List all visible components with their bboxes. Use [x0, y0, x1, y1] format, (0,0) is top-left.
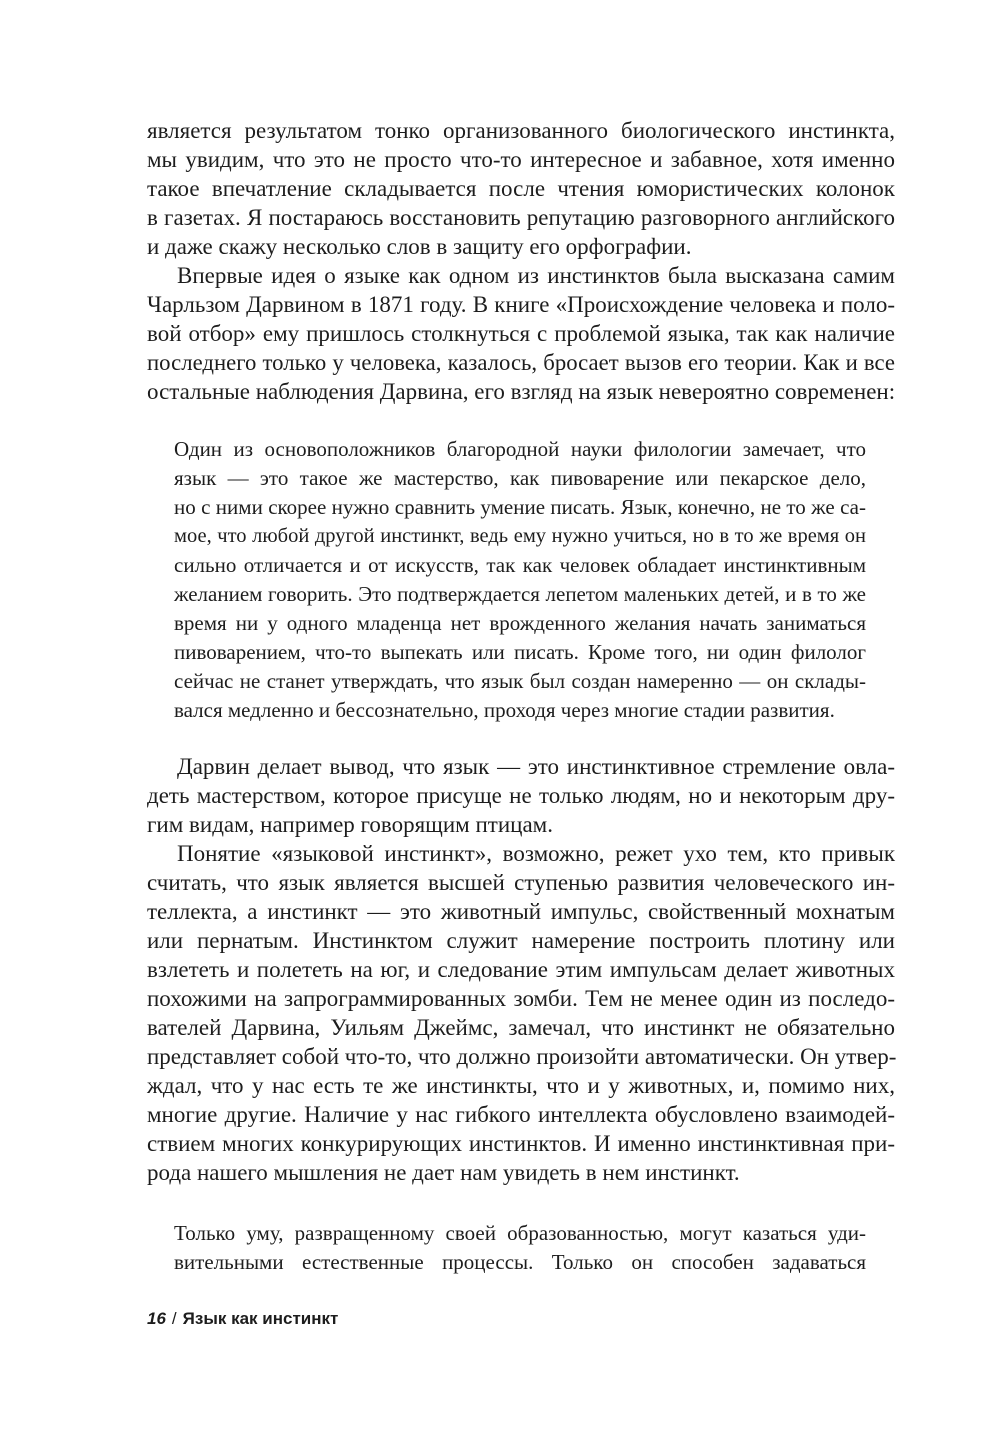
quote-line: Только уму, развращенному своей образованностью, могут казаться уди- [174, 1221, 866, 1245]
text-line: в газетах. Я постараюсь восстановить репутацию разговорного английского [147, 205, 895, 230]
text-line: такое впечатление складывается после чтения юмористических колонок [147, 176, 895, 201]
text-line: представляет собой что-то, что должно произойти автоматически. Он утвер- [147, 1044, 897, 1069]
page-body [147, 116, 895, 1277]
text-line: Понятие «языковой инстинкт», возможно, режет ухо тем, кто привык [177, 841, 895, 866]
paragraph-3 [147, 752, 895, 839]
text-line: считать, что язык является высшей ступенью развития человеческого ин- [147, 870, 895, 895]
text-line: деть мастерством, которое присуще не только людям, но и некоторым дру- [147, 783, 895, 808]
text-line: и даже скажу несколько слов в защиту его орфографии. [147, 234, 692, 259]
block-quote-darwin [174, 435, 866, 725]
text-line: или пернатым. Инстинктом служит намерение построить плотину или [147, 928, 895, 953]
paragraph-1 [147, 116, 895, 261]
text-line: гим видам, например говорящим птицам. [147, 812, 553, 837]
text-line: является результатом тонко организованного биологического инстинкта, [147, 118, 895, 143]
paragraph-4 [147, 839, 895, 1187]
paragraph-2 [147, 261, 895, 406]
book-title: Язык как инстинкт [182, 1309, 339, 1328]
quote-line: вительными естественные процессы. Только он способен задаваться [174, 1250, 866, 1274]
text-line: Впервые идея о языке как одном из инстинктов была высказана самим [177, 263, 895, 288]
text-line: ждал, что у нас есть те же инстинкты, что и у животных, и, помимо них, [147, 1073, 895, 1098]
page-footer [147, 1309, 338, 1329]
quote-line: сильно отличается и от искусств, так как человек обладает инстинктивным [174, 553, 866, 577]
text-line: рода нашего мышления не дает нам увидеть в нем инстинкт. [147, 1160, 740, 1185]
text-line: многие другие. Наличие у нас гибкого интеллекта обусловлено взаимодей- [147, 1102, 895, 1127]
text-line: последнего только у человека, казалось, бросает вызов его теории. Как и все [147, 350, 895, 375]
text-line: теллекта, а инстинкт — это животный импульс, свойственный мохнатым [147, 899, 895, 924]
text-line: взлететь и полететь на юг, и следование этим импульсам делает животных [147, 957, 895, 982]
quote-line: время ни у одного младенца нет врожденного желания начать заниматься [174, 611, 866, 635]
quote-line: мое, что любой другой инстинкт, ведь ему нужно учиться, но в то же время он [174, 525, 866, 547]
text-line: вателей Дарвина, Уильям Джеймс, замечал, что инстинкт не обязательно [147, 1015, 895, 1040]
text-line: Чарльзом Дарвином в 1871 году. В книге «Происхождение человека и поло- [147, 292, 895, 317]
text-line: остальные наблюдения Дарвина, его взгляд на язык невероятно современен: [147, 379, 896, 404]
text-line: Дарвин делает вывод, что язык — это инстинктивное стремление овла- [177, 754, 895, 779]
quote-line: вался медленно и бессознательно, проходя через многие стадии развития. [174, 698, 835, 722]
quote-line: но с ними скорее нужно сравнить умение писать. Язык, конечно, не то же са- [174, 495, 866, 519]
quote-line: сейчас не станет утверждать, что язык был создан намеренно — он склады- [174, 669, 866, 693]
text-line: мы увидим, что это не просто что-то интересное и забавное, хотя именно [147, 147, 895, 172]
quote-line: желанием говорить. Это подтверждается лепетом маленьких детей, и в то же [174, 582, 866, 606]
quote-line: язык — это такое же мастерство, как пивоварение или пекарское дело, [174, 466, 866, 490]
text-line: вой отбор» ему пришлось столкнуться с проблемой языка, так как наличие [147, 321, 895, 346]
block-quote-james [174, 1219, 866, 1277]
text-line: ствием многих конкурирующих инстинктов. И именно инстинктивная при- [147, 1131, 895, 1156]
page-number: 16 [147, 1309, 166, 1328]
text-line: похожими на запрограммированных зомби. Тем не менее один из последо- [147, 986, 895, 1011]
footer-separator: / [171, 1309, 177, 1328]
quote-line: Один из основоположников благородной науки филологии замечает, что [174, 437, 866, 461]
quote-line: пивоварением, что-то выпекать или писать. Кроме того, ни один филолог [174, 640, 866, 664]
